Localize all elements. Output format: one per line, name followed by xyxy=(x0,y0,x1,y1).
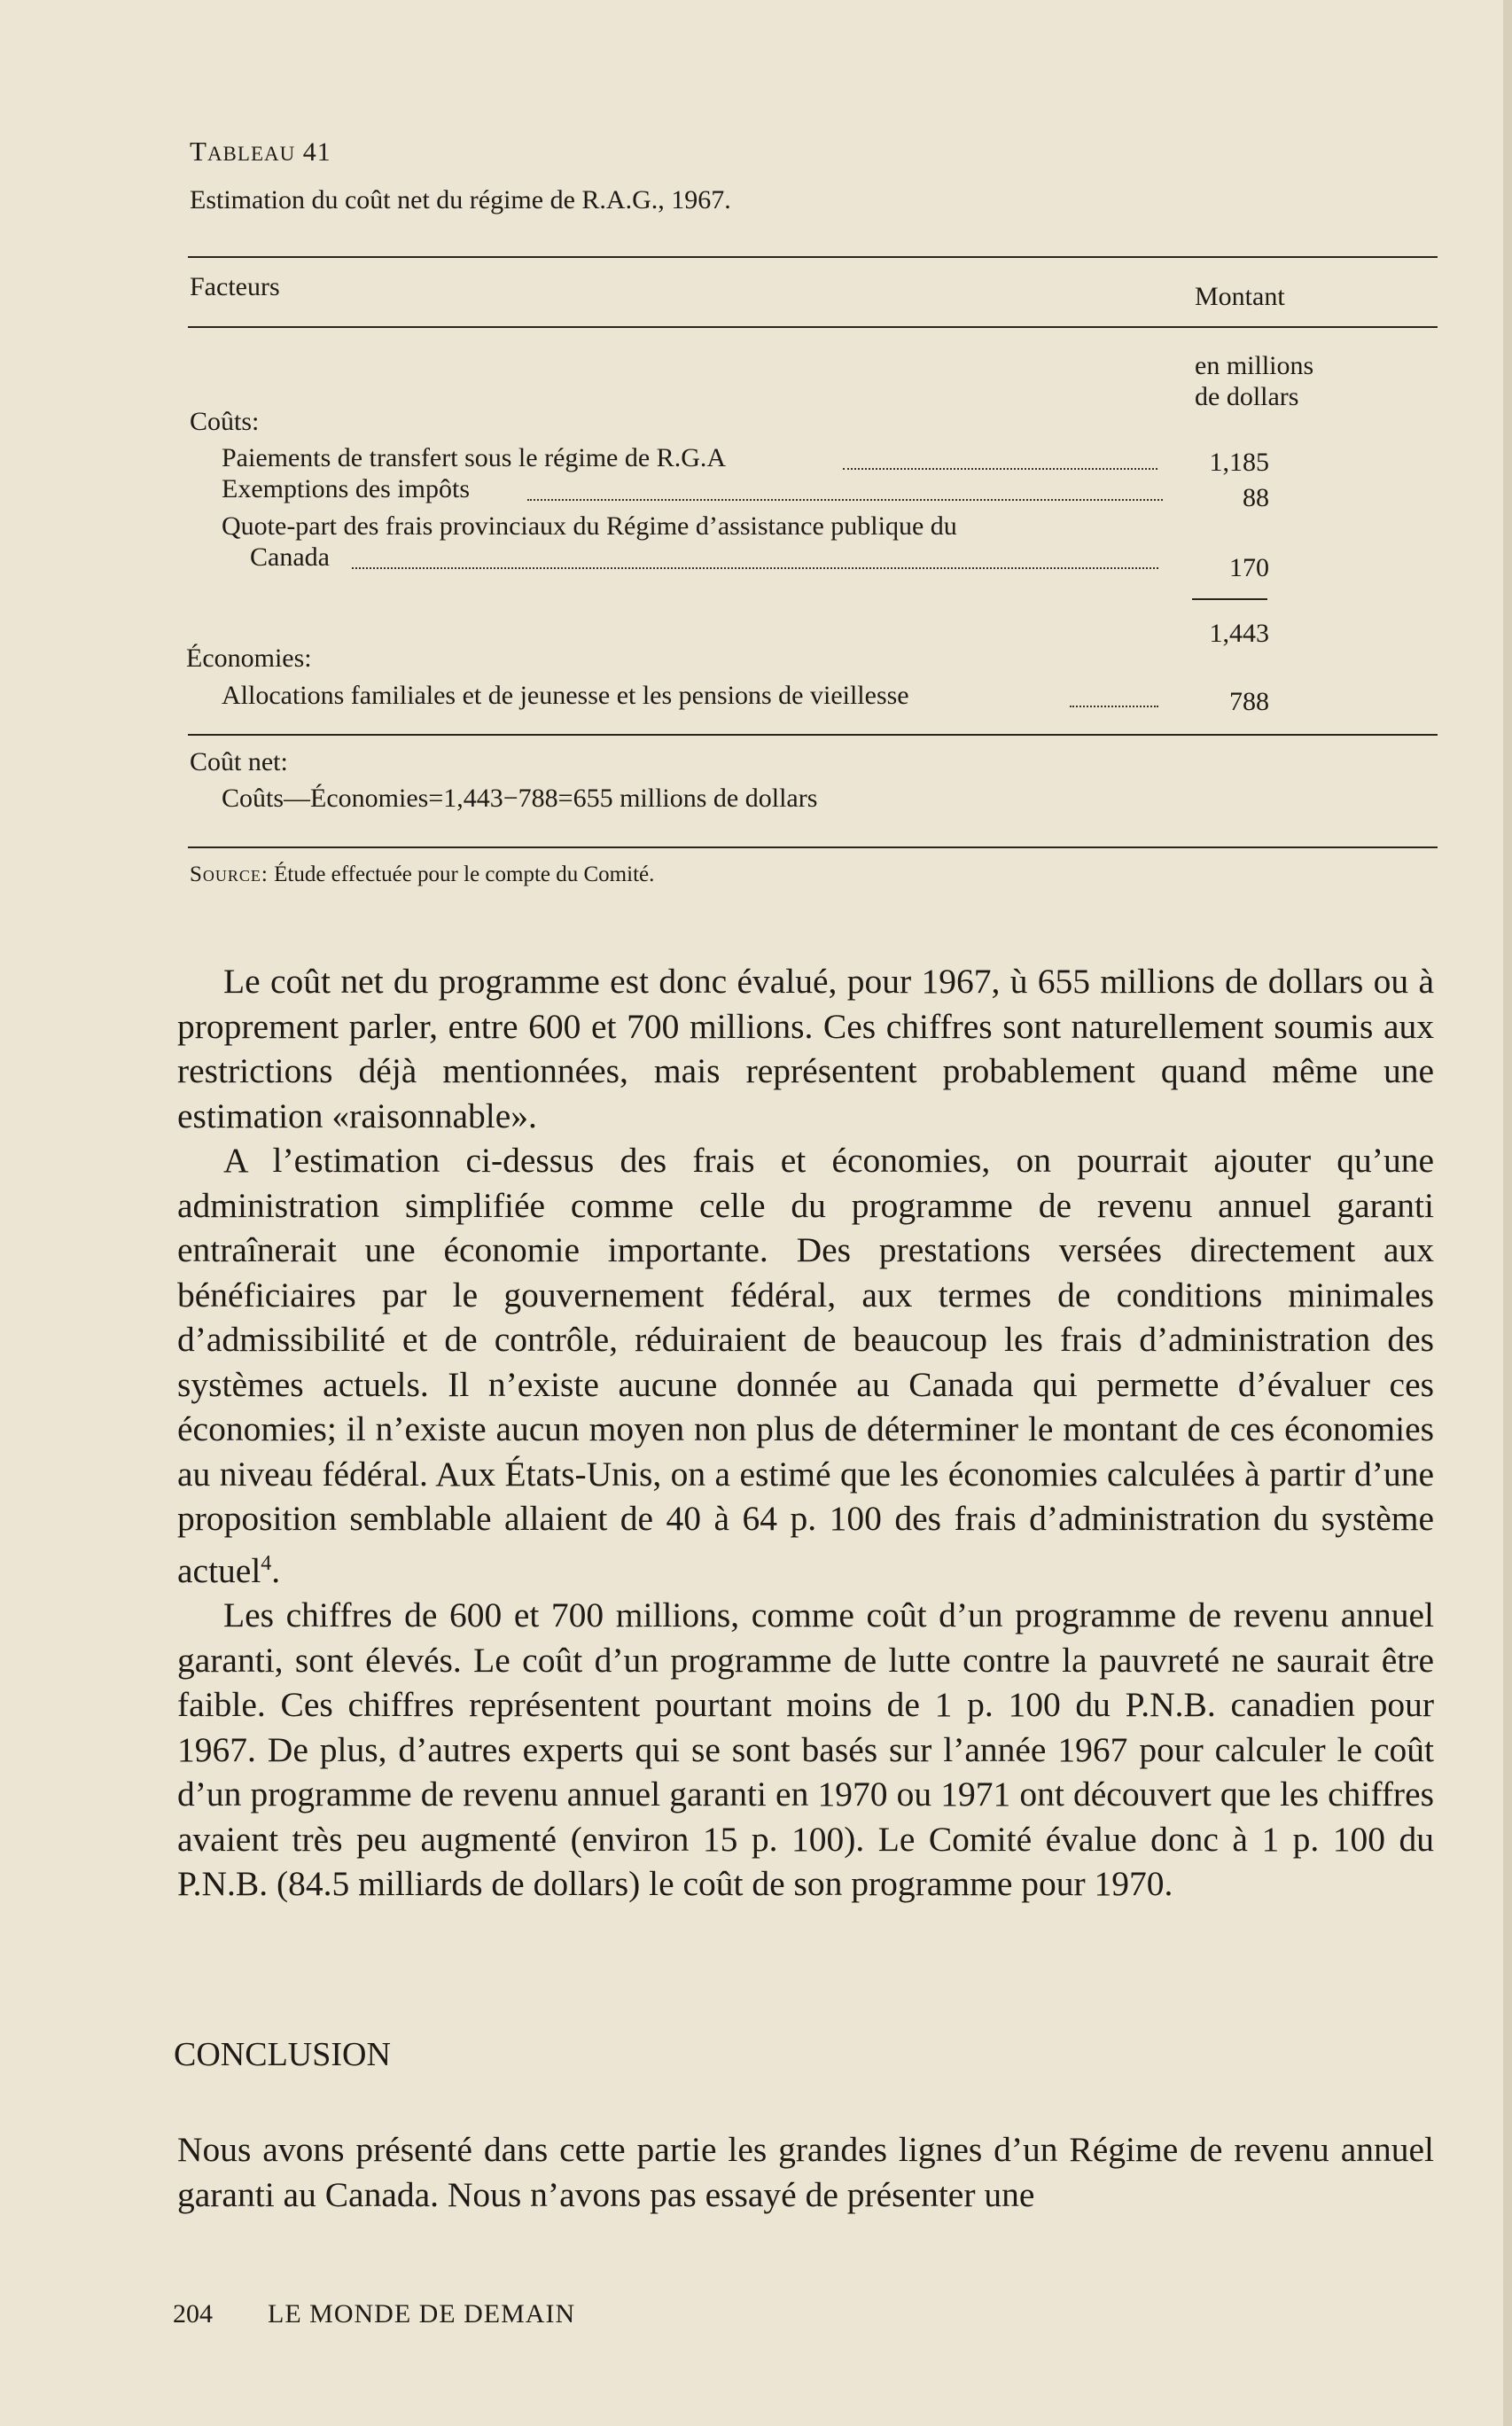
paragraph: Nous avons présenté dans cette partie les grandes lignes d’un Régime de revenu annuel garanti au Canada. Nous n’avons pas essayé de présenter une xyxy=(177,2130,1434,2214)
running-title: LE MONDE DE DEMAIN xyxy=(268,2299,576,2328)
cost-row-label: Paiements de transfert sous le régime de R.G.A xyxy=(222,443,727,472)
costs-heading: Coûts: xyxy=(190,407,260,436)
dot-leader xyxy=(1070,706,1158,707)
cost-row-value: 170 xyxy=(1229,553,1269,582)
dot-leader xyxy=(843,468,1157,470)
table-top-rule xyxy=(188,256,1438,258)
table-bottom-rule xyxy=(188,846,1438,848)
footnote-marker: 4 xyxy=(261,1551,272,1575)
cost-row-label: Exemptions des impôts xyxy=(222,474,470,503)
paragraph: Les chiffres de 600 et 700 millions, comme coût d’un programme de revenu annuel garanti, sont élevés. Le coût d’un programme de lutte contre la pauvreté ne saurait être faible. Ces chiffres représentent pourtant moins de 1 p. 100 du P.N.B. canadien pour 1967. De plus, d’autres experts qui se sont basés sur l’année 1967 pour calculer le coût d’un programme de revenu annuel garanti en 1970 ou 1971 ont découvert que les chiffres avaient très peu augmenté (environ 15 p. 100). Le Comité évalue donc à 1 p. 100 du P.N.B. (84.5 milliards de dollars) le coût de son programme pour 1970. xyxy=(177,1595,1434,1904)
savings-row-value: 788 xyxy=(1229,687,1269,716)
dot-leader xyxy=(527,499,1163,501)
dot-leader xyxy=(352,567,1158,569)
table-net-rule xyxy=(188,734,1438,736)
table-label-prefix: T xyxy=(190,136,207,167)
table-label-number: 41 xyxy=(302,137,331,167)
unit-label-line1: en millions xyxy=(1195,351,1314,380)
savings-row-label: Allocations familiales et de jeunesse et les pensions de vieillesse xyxy=(222,681,909,710)
conclusion-text xyxy=(177,2127,1434,2217)
paragraph-text: A l’estimation ci-dessus des frais et économies, on pourrait ajouter qu’une administration simplifiée comme celle du programme de revenu annuel garanti entraînerait une économie importante. Des prestations versées directement aux bénéficiaires par le gouvernement fédéral, aux termes de conditions minimales d’admissibilité et de contrôle, réduiraient de beaucoup les frais d’administration des systèmes actuels. Il n’existe aucune donnée au Canada qui permette d’évaluer ces économies; il n’existe aucun moyen non plus de déterminer le montant de ces économies au niveau fédéral. Aux États-Unis, on a estimé que les économies calculées à partir d’une proposition semblable allaient de 40 à 64 p. 100 des frais d’administration du système actuel xyxy=(177,1141,1434,1590)
page-number: 204 xyxy=(173,2299,213,2328)
paragraph xyxy=(177,1138,1434,1593)
source-text: Étude effectuée pour le compte du Comité. xyxy=(274,862,655,886)
subtotal-rule xyxy=(1192,598,1267,600)
page-edge-shadow xyxy=(1503,0,1512,2426)
table-source xyxy=(190,862,654,887)
cost-row-value: 1,185 xyxy=(1209,448,1269,477)
cost-row-value: 88 xyxy=(1243,483,1269,512)
net-formula: Coûts—Économies=1,443−788=655 millions de dollars xyxy=(222,784,818,813)
source-label: Source: xyxy=(190,862,269,886)
paragraph: Le coût net du programme est donc évalué, pour 1967, ù 655 millions de dollars ou à proprement parler, entre 600 et 700 millions. Ces chiffres sont naturellement soumis aux restrictions déjà mentionnées, mais représentent probablement quand même une estimation «raisonnable». xyxy=(177,962,1434,1135)
costs-total: 1,443 xyxy=(1209,619,1269,648)
table-header-rule xyxy=(188,326,1438,328)
savings-heading: Économies: xyxy=(186,644,312,673)
table-caption: Estimation du coût net du régime de R.A.G., 1967. xyxy=(190,185,731,215)
net-heading: Coût net: xyxy=(190,747,288,776)
table-label xyxy=(190,136,331,168)
body-text xyxy=(177,959,1434,1907)
column-header-amount: Montant xyxy=(1195,282,1285,311)
cost-row-label-continued: Canada xyxy=(250,542,330,572)
cost-row-label: Quote-part des frais provinciaux du Régime d’assistance publique du xyxy=(222,511,957,541)
section-heading: CONCLUSION xyxy=(174,2036,391,2073)
column-header-factors: Facteurs xyxy=(190,272,280,301)
paragraph-end: . xyxy=(271,1550,281,1590)
table-label-rest: ABLEAU xyxy=(207,143,296,165)
unit-label-line2: de dollars xyxy=(1195,382,1299,411)
